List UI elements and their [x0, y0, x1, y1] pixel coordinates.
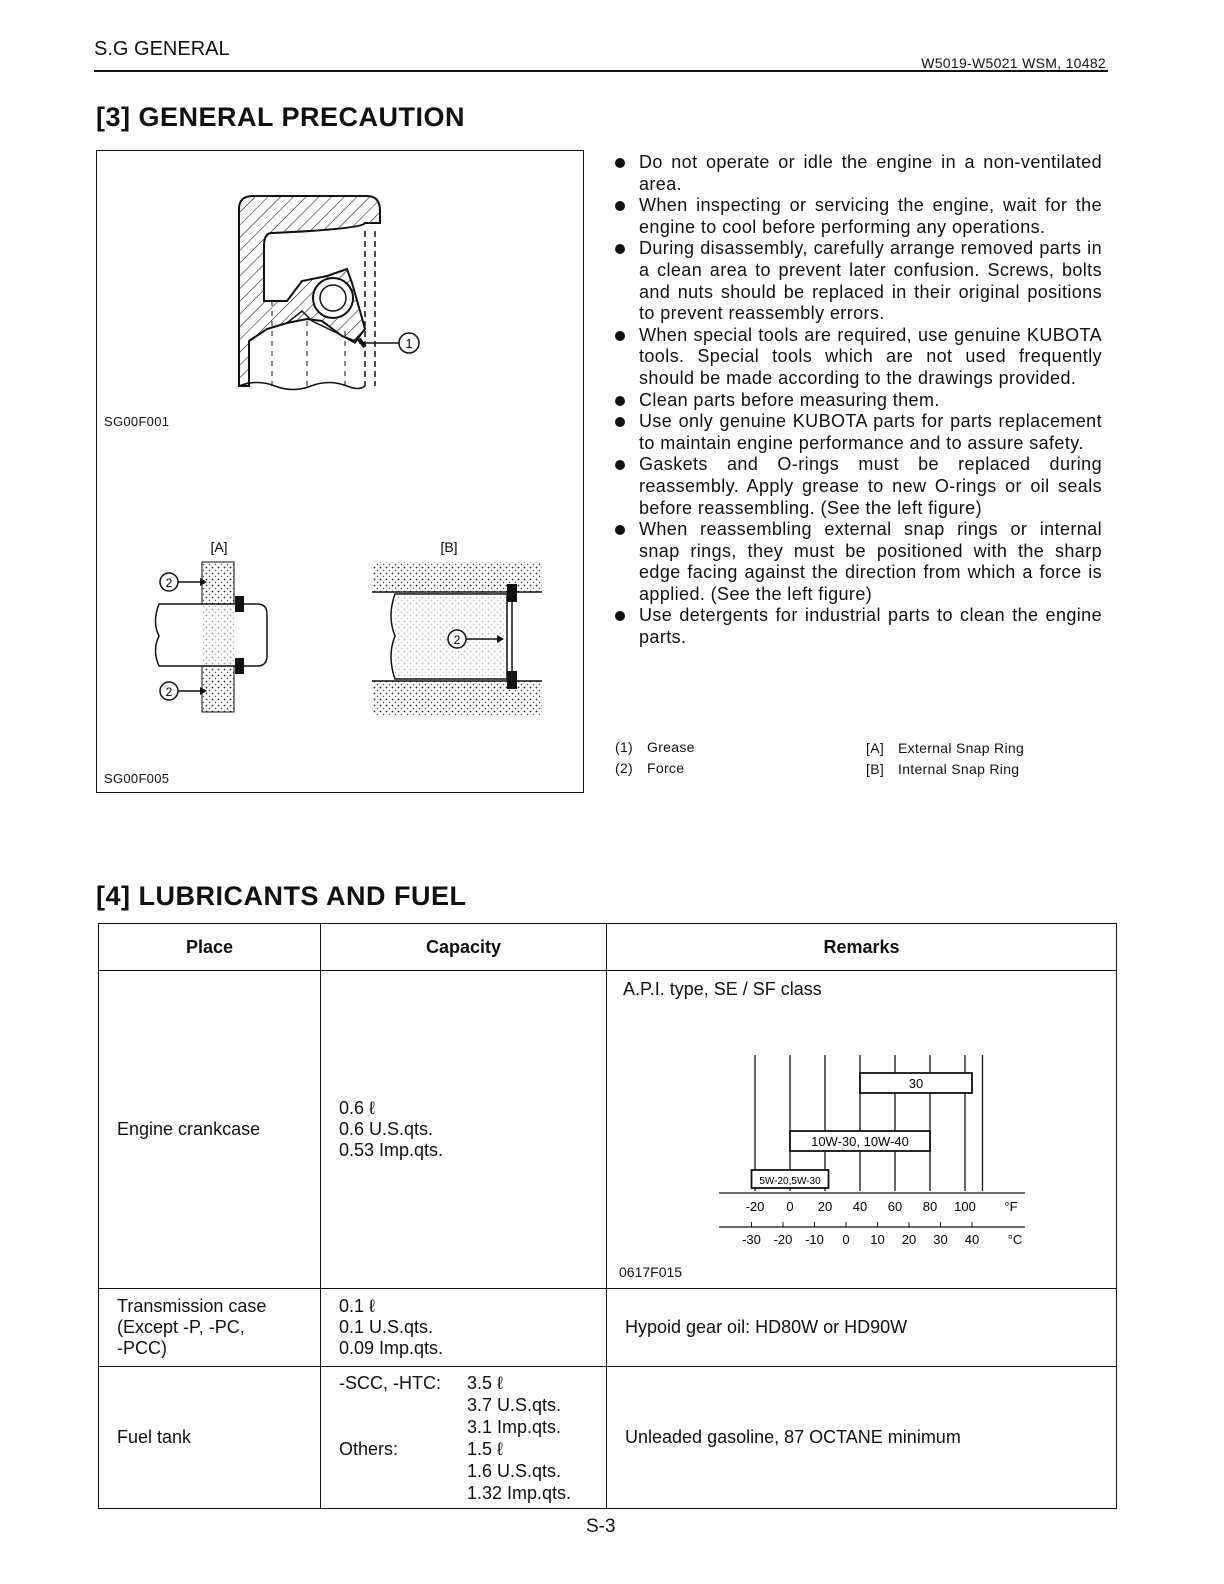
bullet-icon — [615, 244, 625, 254]
fuel-place: Fuel tank — [99, 1367, 321, 1509]
bullet-icon — [615, 460, 625, 470]
oil-seal-figure — [97, 151, 583, 551]
table-header-row — [99, 924, 1117, 971]
c-tick-label: 40 — [964, 1232, 980, 1247]
force-callout-b: 2 — [453, 633, 461, 647]
f-tick-label: 100 — [954, 1199, 976, 1214]
col-header-place: Place — [99, 924, 321, 971]
table-row — [99, 1367, 1117, 1509]
transmission-capacity: 0.1 ℓ 0.1 U.S.qts. 0.09 Imp.qts. — [321, 1289, 607, 1367]
section-title-precaution: [3] GENERAL PRECAUTION — [96, 102, 466, 132]
legend-internal: [B] Internal Snap Ring — [866, 761, 1020, 777]
table-row — [99, 1289, 1117, 1367]
legend-external: [A] External Snap Ring — [866, 740, 1025, 756]
bullet-icon — [615, 201, 625, 211]
f-tick-label: 40 — [852, 1199, 868, 1214]
f-tick-label: 0 — [786, 1199, 794, 1214]
list-item: When reassembling external snap rings or internal snap rings, they must be positioned with the sharp edge facing against the direction from which a force is applied. (See the left figure) — [612, 519, 1102, 605]
c-tick-label: -10 — [805, 1232, 824, 1247]
fuel-remarks: Unleaded gasoline, 87 OCTANE minimum — [607, 1367, 1117, 1509]
fuel-capacity: -SCC, -HTC: 3.5 ℓ 3.7 U.S.qts. 3.1 Imp.qts. Others: 1.5 ℓ 1.6 U.S.qts. 1.32 Imp.qts. — [321, 1367, 607, 1509]
col-header-capacity: Capacity — [321, 924, 607, 971]
c-tick-label: -30 — [742, 1232, 761, 1247]
transmission-place: Transmission case (Except -P, -PC, -PCC) — [99, 1289, 321, 1367]
page-number: S-3 — [586, 1516, 616, 1537]
list-item: Clean parts before measuring them. — [612, 390, 1102, 412]
col-header-remarks: Remarks — [607, 924, 1117, 971]
bullet-icon — [615, 417, 625, 427]
bullet-icon — [615, 158, 625, 168]
figure-code-1: SG00F001 — [104, 414, 170, 429]
bar-label: 5W-20,5W-30 — [759, 1176, 821, 1187]
figure-box — [96, 150, 584, 793]
c-unit-label: °C — [1007, 1232, 1023, 1247]
list-item: Do not operate or idle the engine in a non-ventilated area. — [612, 152, 1102, 195]
c-tick-label: -20 — [773, 1232, 793, 1247]
bar-label: 30 — [908, 1076, 924, 1091]
precaution-list — [612, 152, 1102, 649]
force-callout-a-bottom: 2 — [165, 685, 173, 699]
c-tick-label: 10 — [870, 1232, 885, 1247]
c-tick-label: 20 — [901, 1232, 917, 1247]
f-tick-label: 60 — [887, 1199, 903, 1214]
lubricants-table — [98, 923, 1117, 1509]
bullet-icon — [615, 525, 625, 535]
engine-remark-text: A.P.I. type, SE / SF class — [623, 979, 822, 999]
force-callout-a-top: 2 — [165, 576, 173, 590]
snap-ring-figure — [97, 536, 583, 776]
header-doc-ref: W5019-W5021 WSM, 10482 — [921, 55, 1106, 71]
header-rule — [94, 70, 1108, 72]
legend-grease: (1) Grease — [615, 739, 695, 755]
table-row — [99, 971, 1117, 1289]
f-unit-label: °F — [1004, 1199, 1018, 1214]
engine-remarks — [607, 971, 1117, 1289]
callout-1: 1 — [405, 336, 413, 351]
bullet-icon — [615, 331, 625, 341]
label-a: [A] — [210, 539, 228, 555]
list-item: During disassembly, carefully arrange removed parts in a clean area to prevent later confusion. Screws, bolts and nuts should be replaced in their original positions to prevent reassembly errors. — [612, 238, 1102, 324]
figure-code-2: SG00F005 — [104, 771, 170, 786]
transmission-remarks: Hypoid gear oil: HD80W or HD90W — [607, 1289, 1117, 1367]
engine-figure-code: 0617F015 — [619, 1264, 683, 1280]
f-tick-label: 80 — [922, 1199, 938, 1214]
header-section: S.G GENERAL — [94, 38, 230, 60]
legend-force: (2) Force — [615, 760, 685, 776]
bar-label: 10W-30, 10W-40 — [811, 1134, 909, 1149]
bullet-icon — [615, 396, 625, 406]
engine-capacity: 0.6 ℓ 0.6 U.S.qts. 0.53 Imp.qts. — [321, 971, 607, 1289]
c-tick-label: 0 — [842, 1232, 850, 1247]
list-item: Gaskets and O-rings must be replaced during reassembly. Apply grease to new O-rings or oil seals before reassembling. (See the left figure) — [612, 454, 1102, 519]
section-title-lubricants: [4] LUBRICANTS AND FUEL — [96, 881, 467, 911]
engine-place: Engine crankcase — [99, 971, 321, 1289]
viscosity-chart — [607, 1011, 1107, 1281]
f-tick-label: -20 — [745, 1199, 765, 1214]
list-item: Use detergents for industrial parts to clean the engine parts. — [612, 605, 1102, 648]
c-tick-label: 30 — [933, 1232, 948, 1247]
list-item: Use only genuine KUBOTA parts for parts replacement to maintain engine performance and to assure safety. — [612, 411, 1102, 454]
bullet-icon — [615, 611, 625, 621]
f-tick-label: 20 — [817, 1199, 833, 1214]
list-item: When inspecting or servicing the engine, wait for the engine to cool before performing any operations. — [612, 195, 1102, 238]
label-b: [B] — [440, 539, 458, 555]
list-item: When special tools are required, use genuine KUBOTA tools. Special tools which are not used frequently should be made according to the drawings provided. — [612, 325, 1102, 390]
